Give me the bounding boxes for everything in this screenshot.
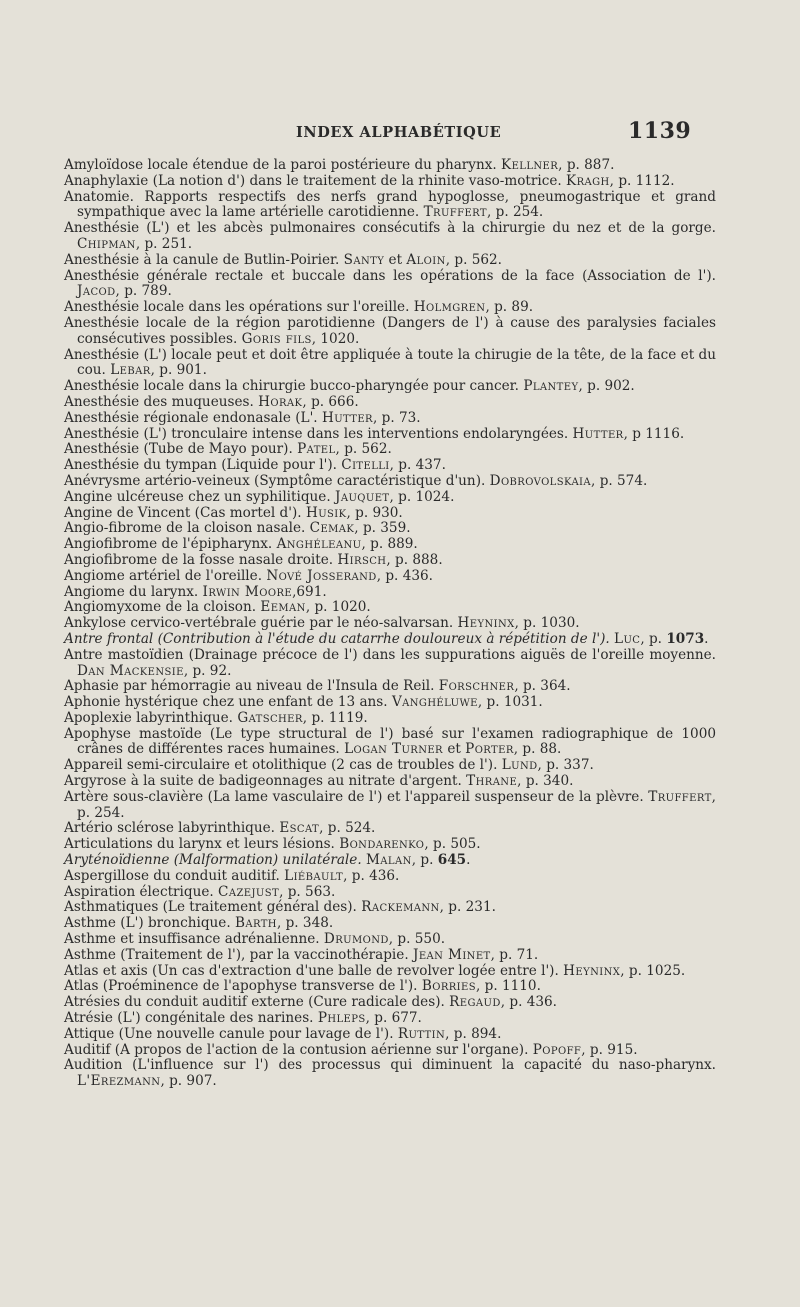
entry-title-italic: Aryténoïdienne (Malformation) unilatérale.	[64, 852, 366, 869]
entry-text: , 1020.	[311, 330, 360, 347]
entry-text: Artère sous-clavière (La lame vasculaire de l') et l'appareil suspenseur de la plèvre.	[64, 788, 649, 805]
entry-text: Asthmatiques (Le traitement général des).	[64, 899, 362, 916]
author-name: Rackemann	[361, 899, 440, 916]
index-entry	[64, 837, 716, 853]
index-entries	[64, 158, 716, 1090]
entry-text: Asthme et insuffisance adrénalienne.	[64, 931, 324, 948]
index-entry	[64, 348, 716, 380]
index-entry	[64, 411, 716, 427]
index-entry	[64, 869, 716, 885]
author-name: Truffert	[423, 204, 487, 221]
author-name: Husik	[305, 504, 347, 521]
author-name: Regaud	[449, 994, 501, 1011]
index-entry	[64, 553, 716, 569]
author-name: Goris fils	[241, 330, 312, 347]
entry-text: , p. 231.	[439, 899, 496, 916]
author-name: Hutter	[572, 425, 624, 442]
entry-text: Anesthésie (L') tronculaire intense dans les interventions endolaryngées.	[64, 425, 573, 442]
author-name: Holmgren	[413, 299, 486, 316]
entry-text: Anesthésie locale de la région parotidienne (Dangers de l') à cause des paralysies faciales consécutives possibles.	[64, 314, 716, 347]
index-entry	[64, 442, 716, 458]
entry-text: , p. 436.	[376, 567, 433, 584]
entry-text: Anesthésie locale dans les opérations sur l'oreille.	[64, 299, 414, 316]
author-name: Jauquet	[334, 488, 390, 505]
index-entry	[64, 521, 716, 537]
author-name: Porter	[465, 741, 514, 758]
author-name: Bondarenko	[339, 836, 425, 853]
entry-text: , p. 550.	[388, 931, 446, 948]
author-name: Citelli	[341, 457, 390, 474]
entry-text: , p. 677.	[365, 1010, 422, 1027]
entry-text: , p 1116.	[623, 425, 685, 442]
entry-text: Angine de Vincent (Cas mortel d').	[64, 504, 306, 521]
entry-text: Angio-fibrome de la cloison nasale.	[64, 520, 310, 537]
author-name: Barth	[234, 915, 277, 932]
entry-text: Anesthésie générale rectale et buccale dans les opérations de la face (Association de l').	[64, 267, 716, 284]
entry-text: , p. 1031.	[477, 694, 543, 711]
author-name: Heyninx	[563, 962, 621, 979]
index-entry	[64, 774, 716, 790]
author-name: Ruttin	[397, 1025, 446, 1042]
entry-text: Ankylose cervico-vertébrale guérie par le néo-salvarsan.	[64, 615, 458, 632]
index-entry	[64, 1043, 716, 1059]
entry-text: , p. 71.	[490, 946, 539, 963]
author-name: Hirsch	[337, 551, 387, 568]
index-entry	[64, 790, 716, 822]
entry-text: , p. 73.	[373, 409, 421, 426]
index-entry	[64, 853, 716, 869]
entry-text: , p. 436.	[343, 867, 400, 884]
index-entry	[64, 727, 716, 759]
index-entry	[64, 1058, 716, 1090]
author-name: Cazejust	[218, 883, 280, 900]
entry-text: Aphasie par hémorragie au niveau de l'Insula de Reil.	[64, 678, 439, 695]
entry-text: et	[384, 251, 407, 268]
index-entry	[64, 932, 716, 948]
entry-text: Anesthésie régionale endonasale (L'.	[64, 409, 322, 426]
author-name: Lund	[501, 757, 538, 774]
author-name: Dan Mackensie	[77, 662, 184, 679]
entry-text: , p. 348.	[276, 915, 334, 932]
entry-text: , p. 1030.	[514, 615, 580, 632]
page-reference: 645	[437, 852, 467, 869]
author-name: Jean Minet	[412, 946, 491, 963]
author-name: Kragh	[566, 172, 610, 189]
author-name: L'Erezmann	[77, 1073, 161, 1090]
index-entry	[64, 221, 716, 253]
entry-text: , p. 89.	[485, 299, 534, 316]
index-entry	[64, 616, 716, 632]
index-entry	[64, 979, 716, 995]
index-entry	[64, 458, 716, 474]
entry-text: , p. 364.	[514, 678, 571, 695]
author-name: Dobrovolskaia	[489, 472, 592, 489]
author-name: Truffert	[648, 788, 712, 805]
entry-text: Angiomyxome de la cloison.	[64, 599, 261, 616]
entry-text: Amyloïdose locale étendue de la paroi postérieure du pharynx.	[64, 157, 502, 173]
entry-text: , p.	[640, 630, 667, 647]
entry-text: Asthme (Traitement de l'), par la vaccinothérapie.	[64, 946, 413, 963]
author-name: Kellner	[501, 157, 559, 173]
entry-text: , p. 1112.	[609, 172, 675, 189]
entry-text: , p. 1020.	[305, 599, 371, 616]
index-entry	[64, 964, 716, 980]
entry-text: , p. 888.	[386, 551, 443, 568]
author-name: Plantey	[523, 378, 579, 395]
index-entry	[64, 474, 716, 490]
entry-text: Anesthésie (Tube de Mayo pour).	[64, 441, 298, 458]
entry-text: Aphonie hystérique chez une enfant de 13 ans.	[64, 694, 392, 711]
author-name: Thrane	[466, 773, 518, 790]
index-entry	[64, 885, 716, 901]
entry-text: , p. 505.	[424, 836, 481, 853]
entry-text: , p. 789.	[115, 283, 172, 300]
entry-text: , p. 251.	[135, 235, 193, 252]
index-entry	[64, 1011, 716, 1027]
index-entry	[64, 648, 716, 680]
entry-text: , p. 92.	[183, 662, 232, 679]
entry-text: Aspiration électrique.	[64, 883, 219, 900]
entry-text: Anesthésie (L') locale peut et doit être appliquée à toute la chirugie de la tête, de la face et du cou.	[64, 346, 716, 379]
author-name: Irwin Moore	[202, 583, 293, 600]
entry-text: Atlas et axis (Un cas d'extraction d'une balle de revolver logée entre l').	[64, 962, 564, 979]
entry-text: , p. 574.	[591, 472, 648, 489]
index-entry	[64, 158, 716, 174]
entry-text: , p. 524.	[319, 820, 376, 837]
entry-text: Angiome artériel de l'oreille.	[64, 567, 267, 584]
index-entry	[64, 758, 716, 774]
index-entry	[64, 916, 716, 932]
entry-text: Angine ulcéreuse chez un syphilitique.	[64, 488, 335, 505]
entry-text: Angiofibrome de l'épipharynx.	[64, 536, 277, 553]
entry-text: , p. 562.	[445, 251, 503, 268]
entry-text: Anesthésie (L') et les abcès pulmonaires consécutifs à la chirurgie du nez et de la gorge.	[64, 220, 716, 237]
entry-text: , p. 254.	[77, 788, 716, 821]
author-name: Drumond	[323, 931, 389, 948]
entry-text: Atrésies du conduit auditif externe (Cure radicale des).	[64, 994, 450, 1011]
index-entry	[64, 537, 716, 553]
entry-text: Anesthésie des muqueuses.	[64, 393, 259, 410]
author-name: Jacod	[77, 283, 116, 300]
entry-text: Anesthésie locale dans la chirurgie bucco-pharyngée pour cancer.	[64, 378, 524, 395]
entry-text: et	[443, 741, 466, 758]
entry-text: Artério sclérose labyrinthique.	[64, 820, 280, 837]
author-name: Santy	[343, 251, 385, 268]
author-name: Patel	[297, 441, 336, 458]
index-entry	[64, 600, 716, 616]
entry-text: Anesthésie du tympan (Liquide pour l').	[64, 457, 342, 474]
author-name: Liébault	[284, 867, 344, 884]
entry-text: Auditif (A propos de l'action de la contusion aérienne sur l'organe).	[64, 1041, 533, 1058]
index-entry	[64, 269, 716, 301]
entry-text: .	[704, 630, 709, 647]
author-name: Heyninx	[457, 615, 515, 632]
index-entry	[64, 506, 716, 522]
author-name: Lebar	[110, 362, 151, 379]
entry-text: , p. 887.	[558, 157, 615, 173]
author-name: Hutter	[321, 409, 373, 426]
entry-text: , p. 436.	[500, 994, 558, 1011]
entry-text: , p. 889.	[361, 536, 418, 553]
entry-text: Audition (L'influence sur l') des processus qui diminuent la capacité du naso-pharynx.	[64, 1057, 716, 1074]
page-reference: 1073	[666, 630, 705, 647]
entry-text: Aspergillose du conduit auditif.	[64, 867, 285, 884]
entry-text: Atlas (Proéminence de l'apophyse transverse de l').	[64, 978, 422, 995]
index-entry	[64, 585, 716, 601]
entry-text: , p. 562.	[335, 441, 392, 458]
index-entry	[64, 632, 716, 648]
entry-text: Anaphylaxie (La notion d') dans le traitement de la rhinite vaso-motrice.	[64, 172, 567, 189]
author-name: Borries	[421, 978, 476, 995]
entry-text: , p. 563.	[279, 883, 336, 900]
entry-text: Appareil semi-circulaire et otolithique (2 cas de troubles de l').	[64, 757, 502, 774]
index-entry	[64, 679, 716, 695]
author-name: Forschner	[438, 678, 515, 695]
index-entry	[64, 379, 716, 395]
author-name: Anghéleanu	[276, 536, 362, 553]
entry-text: , p. 337.	[537, 757, 594, 774]
author-name: Malan	[365, 852, 412, 869]
index-entry	[64, 395, 716, 411]
index-entry	[64, 695, 716, 711]
entry-text: , p. 254.	[487, 204, 544, 221]
author-name: Escat	[279, 820, 320, 837]
author-name: Gatscher	[237, 709, 303, 726]
index-entry	[64, 174, 716, 190]
entry-text: , p. 930.	[346, 504, 403, 521]
entry-text: , p. 901.	[150, 362, 207, 379]
index-entry	[64, 490, 716, 506]
entry-text: Antre mastoïdien (Drainage précoce de l') dans les suppurations aiguës de l'oreille moyenne.	[64, 646, 716, 663]
entry-text: , p. 340.	[517, 773, 574, 790]
entry-text: Asthme (L') bronchique.	[64, 915, 235, 932]
author-name: Cemak	[309, 520, 355, 537]
page-number: 1139	[628, 118, 692, 144]
entry-text: Attique (Une nouvelle canule pour lavage de l').	[64, 1025, 398, 1042]
entry-text: , p. 1025.	[620, 962, 686, 979]
index-entry	[64, 995, 716, 1011]
author-name: Phleps	[317, 1010, 366, 1027]
entry-text: , p. 359.	[354, 520, 411, 537]
entry-text: , p. 894.	[445, 1025, 502, 1042]
entry-text: Anatomie. Rapports respectifs des nerfs grand hypoglosse, pneumogastrique et grand sympathique avec la lame artérielle carotidienne.	[64, 188, 716, 221]
entry-text: Angiome du larynx.	[64, 583, 203, 600]
index-entry	[64, 1027, 716, 1043]
entry-text: , p. 1119.	[302, 709, 368, 726]
entry-text: , p. 915.	[581, 1041, 638, 1058]
running-title: INDEX ALPHABÉTIQUE	[296, 124, 502, 141]
entry-text: , p. 907.	[160, 1073, 217, 1090]
index-entry	[64, 821, 716, 837]
index-entry	[64, 316, 716, 348]
entry-text: , p. 666.	[302, 393, 359, 410]
entry-text: Argyrose à la suite de badigeonnages au nitrate d'argent.	[64, 773, 467, 790]
index-entry	[64, 948, 716, 964]
author-name: Horak	[258, 393, 303, 410]
author-name: Logan Turner	[344, 741, 443, 758]
entry-text: .	[466, 852, 471, 869]
index-entry	[64, 569, 716, 585]
author-name: Popoff	[532, 1041, 582, 1058]
entry-text: ,691.	[292, 583, 327, 600]
index-entry	[64, 900, 716, 916]
entry-text: Atrésie (L') congénitale des narines.	[64, 1010, 318, 1027]
entry-text: , p. 1110.	[475, 978, 541, 995]
index-entry	[64, 711, 716, 727]
author-name: Eeman	[260, 599, 306, 616]
entry-text: Articulations du larynx et leurs lésions.	[64, 836, 340, 853]
entry-title-italic: Antre frontal (Contribution à l'étude du catarrhe douloureux à répétition de l').	[64, 630, 615, 647]
index-entry	[64, 190, 716, 222]
index-entry	[64, 253, 716, 269]
entry-text: , p. 1024.	[389, 488, 455, 505]
author-name: Aloin	[406, 251, 446, 268]
page-header	[0, 118, 800, 148]
entry-text: , p.	[411, 852, 438, 869]
entry-text: Anévrysme artério-veineux (Symptôme caractéristique d'un).	[64, 472, 490, 489]
entry-text: Angiofibrome de la fosse nasale droite.	[64, 551, 338, 568]
author-name: Luc	[614, 630, 641, 647]
author-name: Vanghéluwe	[391, 694, 478, 711]
entry-text: , p. 902.	[578, 378, 635, 395]
author-name: Nové Josserand	[266, 567, 377, 584]
index-entry	[64, 300, 716, 316]
index-entry	[64, 427, 716, 443]
entry-text: Apophyse mastoïde (Le type structural de l') basé sur l'examen radiographique de 1000 crânes de différentes races humaines.	[64, 725, 716, 758]
entry-text: Apoplexie labyrinthique.	[64, 709, 238, 726]
author-name: Chipman	[77, 235, 136, 252]
entry-text: , p. 88.	[513, 741, 562, 758]
entry-text: Anesthésie à la canule de Butlin-Poirier.	[64, 251, 344, 268]
entry-text: , p. 437.	[389, 457, 446, 474]
